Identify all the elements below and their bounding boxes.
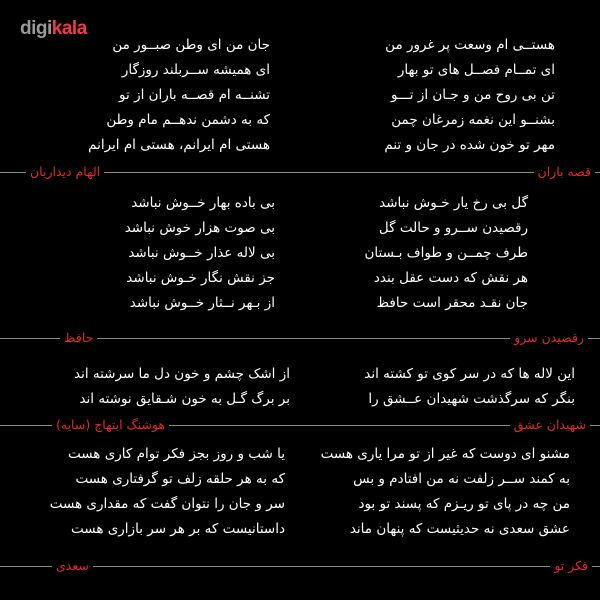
poet-name-1: الهام دیداریان [26, 164, 104, 180]
verse-line: تشنــه ام قصــه باران از تو [119, 87, 270, 103]
verse-line: سر و جان را نتوان گفت که مقداری هست [49, 496, 285, 512]
poem-left-col-3 [74, 362, 290, 412]
poem-left-col-4 [50, 442, 285, 542]
verse-line: هر نقش که دست عقل بندد [373, 270, 528, 286]
poem-title-1: قصه باران [534, 164, 595, 180]
verse-line: طرف چمــن و طواف بـستان [364, 245, 528, 261]
verse-line: بی لاله عذار خــوش نباشد [128, 245, 275, 261]
verse-line: بی صوت هزار خوش نباشد [124, 220, 275, 236]
verse-line: بشنــو این نغمه زمرغان چمن [391, 112, 555, 128]
poem-right-col-1 [384, 33, 555, 158]
verse-line: بنگر که سرگذشت شهیدان عــشق را [368, 391, 575, 407]
poem-title-3: شهیدان عشق [510, 417, 590, 433]
poem-title-2: رقصیدن سرو [510, 330, 588, 346]
verse-line: گل بی رخ یار خـوش نباشد [379, 195, 528, 211]
verse-line: مشنو ای دوست که غیر از تو مرا یاری هست [320, 446, 570, 462]
poem-left-col-2 [125, 191, 275, 316]
verse-line: که به دشمن ندهــم مام وطن [106, 112, 270, 128]
verse-line: هستی ام ایرانم، هستی ام ایرانم [88, 137, 270, 153]
verse-line: این لاله ها که در سر کوی تو کشته اند [364, 366, 575, 382]
verse-line: تن بی روح من و جـان از تـــو [390, 87, 555, 103]
verse-line: جان من ای وطن صبــور من [112, 37, 270, 53]
poet-name-3: هوشنگ ابتهاج (سایه) [52, 417, 169, 433]
verse-line: جان نقـد محقر است حافظ [376, 295, 528, 311]
poem-title-4: فکر تو [550, 558, 592, 574]
verse-line: جز نقش نگار خـوش نباشد [126, 270, 275, 286]
verse-line: که به هر حلقه زلف تو گرفتاری هست [75, 471, 285, 487]
poem-right-col-4 [321, 442, 570, 542]
verse-line: ای همیشه ســربلند روزگار [121, 62, 270, 78]
verse-line: رقصیدن ســرو و حالت گل [378, 220, 528, 236]
poem-right-col-2 [364, 191, 528, 316]
poet-name-2: حافظ [60, 330, 97, 346]
verse-line: بر برگ گـل به خون شـقایق نوشته اند [79, 391, 290, 407]
verse-line: هستــی ام وسعت پر غرور من [385, 37, 555, 53]
verse-line: یا شب و روز بجز فکر توام کاری هست [67, 446, 285, 462]
poet-name-4: سعدی [52, 558, 93, 574]
verse-line: عشق سعدی نه حدیثیست که پنهان ماند [349, 521, 570, 537]
verse-line: ای تمــام فصــل های تو بهار [397, 62, 555, 78]
verse-line: داستانیست که بر هر سر بازاری هست [71, 521, 285, 537]
digikala-logo: digikala [20, 18, 87, 39]
verse-line: بی باده بهار خــوش نباشد [131, 195, 275, 211]
verse-line: به کمند ســر زلفت نه من افتادم و بس [353, 471, 570, 487]
verse-line: من چه در پای تو ریـزم که پسند تو بود [358, 496, 570, 512]
verse-line: از اشک چشم و خون دل ما سرشته اند [73, 366, 290, 382]
poem-right-col-3 [364, 362, 575, 412]
verse-line: از بـهر نــثار خــوش نباشد [129, 295, 275, 311]
verse-line: مهر تو خون شده در جان و تنم [384, 137, 555, 153]
poem-left-col-1 [88, 33, 270, 158]
